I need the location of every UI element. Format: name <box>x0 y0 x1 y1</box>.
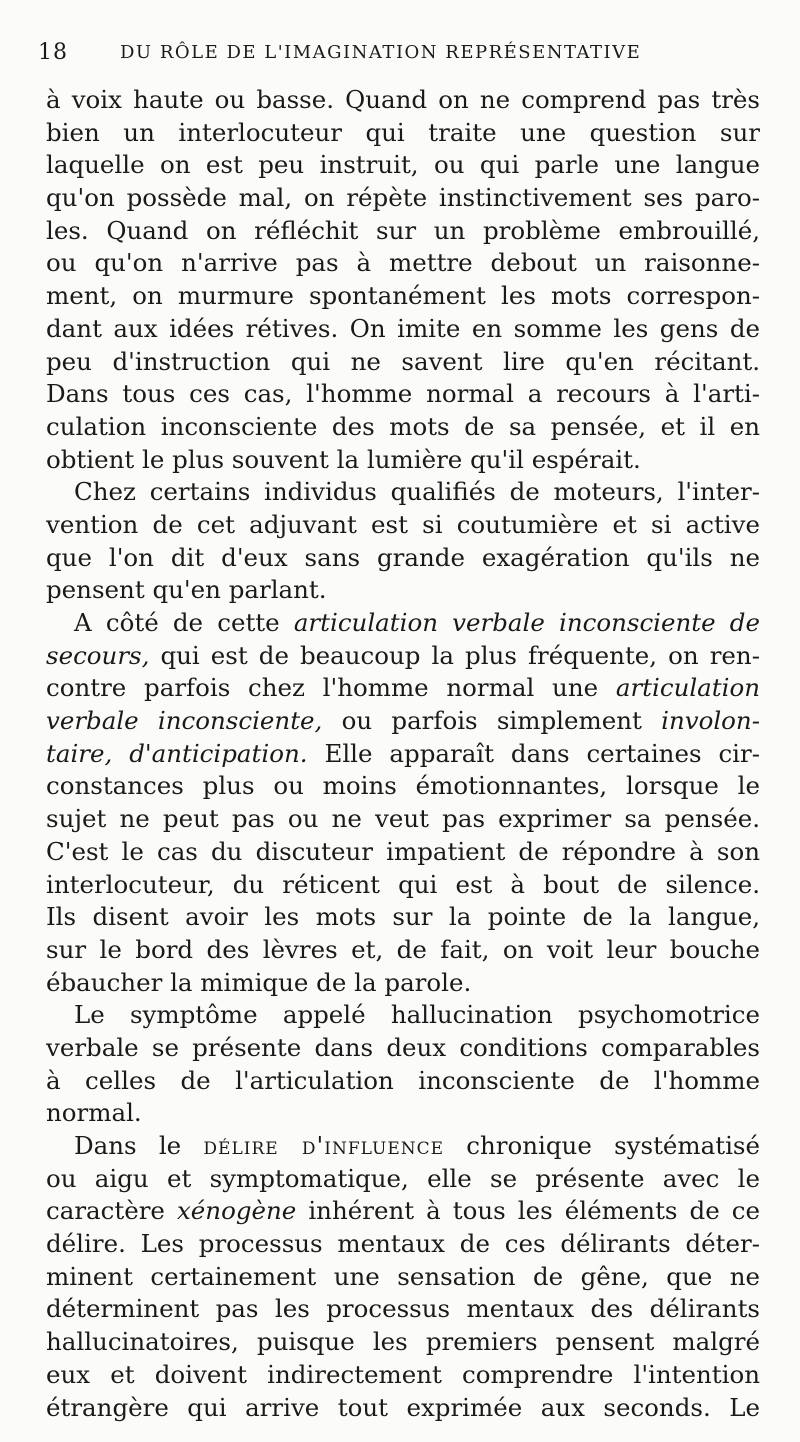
body-text <box>46 84 760 1424</box>
text-line: déterminent pas les processus mentaux des délirants <box>46 1294 760 1324</box>
text-line: caractère xénogène inhérent à tous les éléments de ce <box>46 1196 760 1226</box>
text-line: taire, d'anticipation. Elle apparaît dans certaines cir- <box>46 738 760 768</box>
text-line: vention de cet adjuvant est si coutumière et si active <box>46 509 760 539</box>
page-number: 18 <box>38 40 68 65</box>
text-line: eux et doivent indirectement comprendre l'intention <box>46 1359 760 1389</box>
text-line: Chez certains individus qualifiés de moteurs, l'inter- <box>74 477 760 507</box>
text-line: constances plus ou moins émotionnantes, lorsque le <box>46 771 760 801</box>
text-line: secours, qui est de beaucoup la plus fréquente, on ren- <box>46 640 760 670</box>
text-line: culation inconsciente des mots de sa pensée, et il en <box>46 411 760 441</box>
text-line: sur le bord des lèvres et, de fait, on voit leur bouche <box>46 934 760 964</box>
text-line: Ils disent avoir les mots sur la pointe de la langue, <box>46 902 760 932</box>
text-line: contre parfois chez l'homme normal une articulation <box>46 673 760 703</box>
text-line: à voix haute ou basse. Quand on ne comprend pas très <box>46 85 760 114</box>
text-line: obtient le plus souvent la lumière qu'il espérait. <box>46 444 641 474</box>
text-line: délire. Les processus mentaux de ces délirants déter- <box>46 1229 760 1259</box>
text-line: que l'on dit d'eux sans grande exagération qu'ils ne <box>46 542 760 572</box>
text-line: les. Quand on réfléchit sur un problème embrouillé, <box>46 215 760 245</box>
text-line: ou qu'on n'arrive pas à mettre debout un raisonne- <box>46 248 760 278</box>
text-line: verbale inconsciente, ou parfois simplement involon- <box>46 706 760 736</box>
text-line: Dans le délire d'influence chronique systématisé <box>74 1131 761 1160</box>
text-line: A côté de cette articulation verbale inconsciente de <box>74 608 760 637</box>
text-line: pensent qu'en parlant. <box>46 575 327 605</box>
text-line: qu'on possède mal, on répète instinctivement ses paro- <box>46 183 760 213</box>
text-line: Dans tous ces cas, l'homme normal a recours à l'arti- <box>46 379 760 409</box>
text-line: hallucinatoires, puisque les premiers pensent malgré <box>46 1327 760 1357</box>
text-line: ou aigu et symptomatique, elle se présente avec le <box>46 1163 760 1193</box>
text-line: dant aux idées rétives. On imite en somme les gens de <box>46 313 760 343</box>
text-line: Le symptôme appelé hallucination psychomotrice <box>74 1000 760 1030</box>
text-line: ébaucher la mimique de la parole. <box>46 967 472 997</box>
running-title: DU RÔLE DE L'IMAGINATION REPRÉSENTATIVE <box>120 42 642 63</box>
text-line: interlocuteur, du réticent qui est à bout de silence. <box>46 869 760 899</box>
text-line: laquelle on est peu instruit, ou qui parle une langue <box>46 150 760 180</box>
text-line: étrangère qui arrive tout exprimée aux seconds. Le <box>46 1392 760 1422</box>
text-line: normal. <box>46 1098 142 1128</box>
running-head <box>38 38 760 68</box>
text-line: à celles de l'articulation inconsciente de l'homme <box>46 1065 760 1095</box>
text-line: verbale se présente dans deux conditions comparables <box>46 1032 760 1062</box>
text-line: sujet ne peut pas ou ne veut pas exprimer sa pensée. <box>46 804 760 834</box>
text-line: peu d'instruction qui ne savent lire qu'en récitant. <box>46 346 760 376</box>
text-line: minent certainement une sensation de gêne, que ne <box>46 1261 760 1291</box>
text-line: C'est le cas du discuteur impatient de répondre à son <box>46 836 760 866</box>
text-line: bien un interlocuteur qui traite une question sur <box>46 117 760 147</box>
text-line: ment, on murmure spontanément les mots correspon- <box>46 281 760 311</box>
